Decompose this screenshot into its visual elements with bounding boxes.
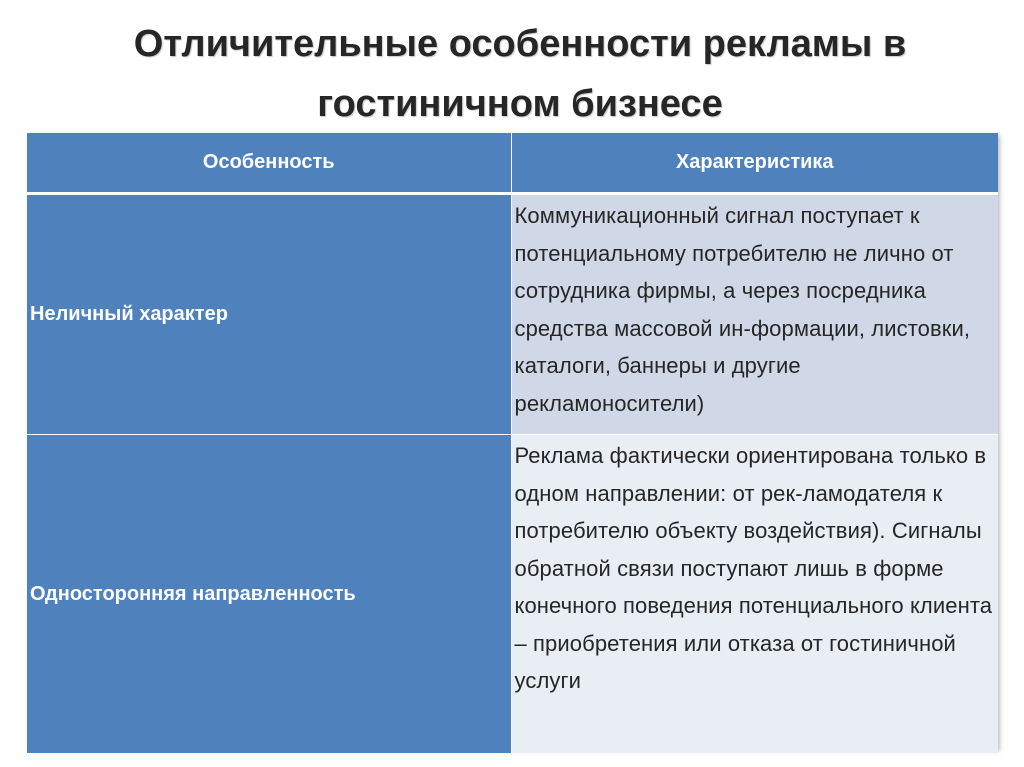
features-table-container bbox=[27, 133, 998, 749]
features-table bbox=[27, 133, 998, 753]
column-header-feature: Особенность bbox=[27, 133, 511, 194]
feature-cell: Односторонняя направленность bbox=[27, 435, 511, 754]
slide-title: Отличительные особенности рекламы в гостиничном бизнесе bbox=[133, 23, 907, 125]
table-row bbox=[27, 435, 998, 754]
description-cell: Реклама фактически ориентирована только в одном направлении: от рек-ламодателя к потребителю объекту воздействия). Сигналы обратной связи поступают лишь в форме конечного поведения потенциального клиента – приобретения или отказа от гостиничной услуги bbox=[511, 435, 998, 754]
table-header-row bbox=[27, 133, 998, 194]
description-cell: Коммуникационный сигнал поступает к потенциальному потребителю не лично от сотрудника фирмы, а через посредника средства массовой ин-формации, листовки, каталоги, баннеры и другие рекламоносители) bbox=[511, 194, 998, 435]
table-row bbox=[27, 194, 998, 435]
column-header-characteristic: Характеристика bbox=[511, 133, 998, 194]
feature-cell: Неличный характер bbox=[27, 194, 511, 435]
